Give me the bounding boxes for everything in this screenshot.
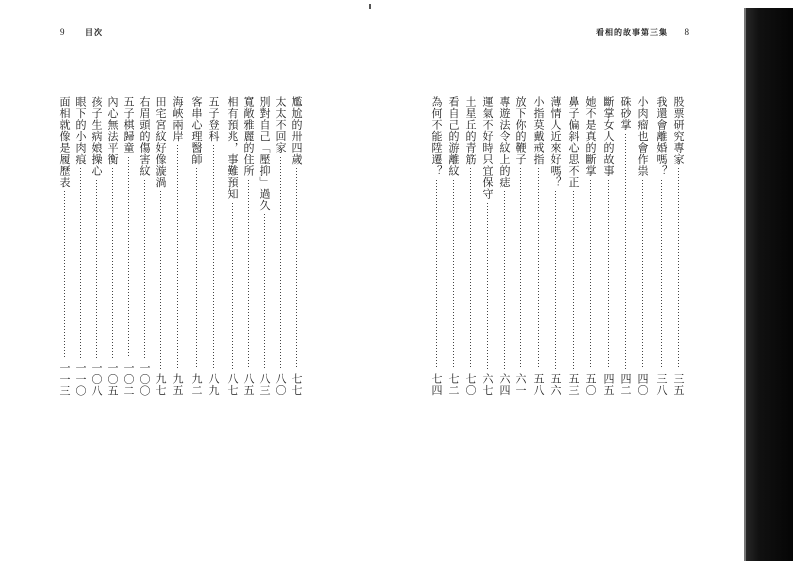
toc-leader-dots	[487, 203, 488, 370]
toc-entry-page: 七四	[430, 373, 443, 396]
toc-leader-dots	[608, 180, 609, 370]
toc-leader-dots	[573, 191, 574, 369]
toc-leader-dots	[504, 191, 505, 369]
toc-entry-page: 六七	[481, 373, 494, 396]
toc-entry-title: 看自己的游離紋	[447, 96, 460, 177]
toc-entry-page: 四五	[602, 373, 615, 396]
scan-edge-shadow	[744, 8, 793, 561]
toc-leader-dots	[538, 168, 539, 369]
toc-leader-dots	[264, 214, 265, 369]
toc-leader-dots	[678, 168, 679, 369]
toc-entry[interactable]	[226, 96, 238, 396]
toc-entry[interactable]	[532, 96, 544, 396]
toc-leader-dots	[555, 191, 556, 369]
toc-entry-page: 一〇二	[122, 361, 135, 396]
toc-entry-page: 四〇	[636, 373, 649, 396]
toc-entry-title: 小肉瘤也會作祟	[636, 96, 649, 177]
toc-leader-dots	[160, 191, 161, 369]
toc-entry[interactable]	[549, 96, 561, 396]
toc-entry-title: 薄情人近來好嗎？	[549, 96, 562, 188]
toc-entry-title: 鼻子偏斜心思不正	[567, 96, 580, 188]
toc-entry-title: 運氣不好時只宜保守	[481, 96, 494, 200]
toc-entry-page: 七〇	[464, 373, 477, 396]
toc-leader-dots	[213, 145, 214, 369]
toc-entry-page: 七二	[447, 373, 460, 396]
toc-entry-page: 九七	[154, 373, 167, 396]
toc-entry[interactable]	[498, 96, 510, 396]
toc-entry[interactable]	[242, 96, 254, 396]
toc-leader-dots	[80, 168, 81, 358]
toc-entry-page: 九二	[190, 373, 203, 396]
toc-leader-dots	[436, 180, 437, 370]
toc-entry[interactable]	[481, 96, 493, 396]
toc-entry-page: 八九	[207, 373, 220, 396]
toc-leader-dots	[280, 157, 281, 370]
toc-leader-dots	[232, 203, 233, 370]
right-page-header-title: 看相的故事第三集	[596, 27, 668, 37]
toc-leader-dots	[625, 134, 626, 370]
toc-entry[interactable]	[122, 96, 134, 396]
toc-entry[interactable]	[106, 96, 118, 396]
toc-entry-page: 一〇〇	[138, 361, 151, 396]
left-page-header-title: 目次	[85, 27, 104, 37]
toc-entry-page: 三八	[655, 373, 668, 396]
toc-entry-title: 為何不能陞遷？	[430, 96, 443, 177]
toc-entry-title: 小指莫戴戒指	[532, 96, 545, 165]
left-page	[0, 0, 372, 561]
toc-entry[interactable]	[672, 96, 684, 396]
toc-entry-page: 一一〇	[74, 361, 87, 396]
left-page-header	[60, 27, 103, 38]
toc-entry[interactable]	[90, 96, 102, 396]
toc-leader-dots	[590, 180, 591, 370]
toc-entry-page: 六一	[514, 373, 527, 396]
toc-leader-dots	[128, 157, 129, 358]
toc-leader-dots	[248, 180, 249, 370]
toc-entry[interactable]	[74, 96, 86, 396]
left-page-number: 9	[60, 27, 65, 37]
toc-entry[interactable]	[290, 96, 302, 396]
toc-entry-page: 五八	[532, 373, 545, 396]
toc-entry[interactable]	[619, 96, 631, 396]
toc-entry[interactable]	[464, 96, 476, 396]
toc-entry-page: 四二	[619, 373, 632, 396]
toc-entry-page: 六四	[498, 373, 511, 396]
toc-entry-title: 她不是真的斷掌	[584, 96, 597, 177]
toc-leader-dots	[96, 180, 97, 358]
toc-entry[interactable]	[154, 96, 166, 396]
toc-entry-title: 面相就像是履歷表	[58, 96, 71, 188]
toc-entry-title: 客串心理醫師	[190, 96, 203, 165]
toc-entry-page: 三五	[672, 373, 685, 396]
toc-entry[interactable]	[447, 96, 459, 396]
toc-entry[interactable]	[430, 96, 442, 396]
toc-entry-title: 孩子生病娘操心	[90, 96, 103, 177]
toc-entry-title: 寬敞雅麗的住所	[242, 96, 255, 177]
toc-entry-page: 九五	[171, 373, 184, 396]
toc-entry[interactable]	[636, 96, 648, 396]
toc-entry-title: 海峽兩岸	[171, 96, 184, 142]
toc-entry[interactable]	[584, 96, 596, 396]
toc-entry-title: 內心無法平衡	[106, 96, 119, 165]
toc-entry-title: 土星丘的青筋	[464, 96, 477, 165]
toc-entry[interactable]	[514, 96, 526, 396]
toc-entry-page: 八七	[226, 373, 239, 396]
toc-entry[interactable]	[602, 96, 614, 396]
toc-entry-title: 右眉頭的傷害紋	[138, 96, 151, 177]
toc-leader-dots	[296, 168, 297, 369]
toc-entry-title: 太太不回家	[274, 96, 287, 154]
gutter-mark	[369, 4, 371, 9]
toc-entry-title: 放下你的鞭子	[514, 96, 527, 165]
toc-entry-page: 一〇五	[106, 361, 119, 396]
toc-entry-page: 五三	[567, 373, 580, 396]
toc-entry-page: 八三	[258, 373, 271, 396]
toc-leader-dots	[642, 180, 643, 370]
toc-entry-title: 眼下的小肉痕	[74, 96, 87, 165]
toc-leader-dots	[144, 180, 145, 358]
toc-entry-page: 八〇	[274, 373, 287, 396]
toc-entry-title: 硃砂掌	[619, 96, 632, 131]
toc-entry-page: 五〇	[584, 373, 597, 396]
toc-entry-page: 八五	[242, 373, 255, 396]
toc-entry-title: 股票研究專家	[672, 96, 685, 165]
toc-entry-title: 五子登科	[207, 96, 220, 142]
toc-entry-page: 五六	[549, 373, 562, 396]
toc-leader-dots	[177, 145, 178, 369]
toc-entry[interactable]	[207, 96, 219, 396]
toc-entry[interactable]	[138, 96, 150, 396]
toc-leader-dots	[196, 168, 197, 369]
right-page-header	[596, 27, 689, 38]
toc-entry-title: 我還會離婚嗎？	[655, 96, 668, 177]
right-page-number: 8	[684, 27, 690, 37]
toc-entry[interactable]	[258, 96, 270, 396]
toc-entry[interactable]	[655, 96, 667, 396]
toc-entry-title: 相有預兆，事難預知	[226, 96, 239, 200]
toc-leader-dots	[64, 191, 65, 358]
toc-entry-title: 別對自己「壓抑」過久	[258, 96, 271, 211]
toc-entry[interactable]	[58, 96, 70, 396]
toc-leader-dots	[470, 168, 471, 369]
toc-entry-title: 五子棋歸童	[122, 96, 135, 154]
toc-entry[interactable]	[274, 96, 286, 396]
toc-entry-title: 專遊法令紋上的痣	[498, 96, 511, 188]
toc-entry-page: 七七	[290, 373, 303, 396]
toc-leader-dots	[520, 168, 521, 369]
toc-entry-page: 一一三	[58, 361, 71, 396]
toc-entry[interactable]	[190, 96, 202, 396]
toc-leader-dots	[453, 180, 454, 370]
toc-entry[interactable]	[171, 96, 183, 396]
toc-leader-dots	[661, 180, 662, 370]
toc-leader-dots	[112, 168, 113, 358]
toc-entry-page: 一〇八	[90, 361, 103, 396]
toc-entry-title: 斷掌女人的故事	[602, 96, 615, 177]
toc-entry-title: 尷尬的卅四歲	[290, 96, 303, 165]
toc-entry-title: 田宅宮紋好像漩渦	[154, 96, 167, 188]
toc-entry[interactable]	[567, 96, 579, 396]
